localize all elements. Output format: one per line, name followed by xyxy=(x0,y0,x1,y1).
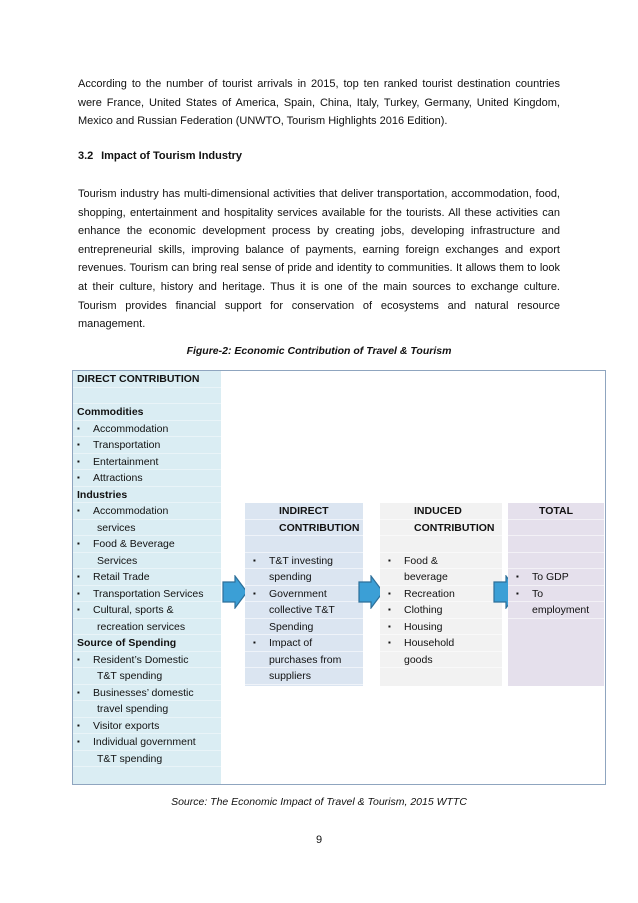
commodities-label: Commodities xyxy=(73,404,221,421)
list-item: ▪ Attractions xyxy=(73,470,221,487)
bullet-icon: ▪ xyxy=(253,588,256,598)
figure-caption: Figure-2: Economic Contribution of Travel & Tourism xyxy=(186,345,452,357)
bullet-icon: ▪ xyxy=(77,539,80,548)
list-item: ▪ Clothing xyxy=(380,602,502,619)
induced-title: CONTRIBUTION xyxy=(380,520,502,537)
bullet-icon: ▪ xyxy=(77,456,80,466)
blank-row xyxy=(508,520,604,537)
list-item: ▪ Transportation xyxy=(73,437,221,454)
list-item: ▪ To xyxy=(508,586,604,603)
total-contribution-panel xyxy=(508,503,604,686)
bullet-icon: ▪ xyxy=(77,506,80,515)
bullet-icon: ▪ xyxy=(388,621,391,631)
bullet-icon: ▪ xyxy=(253,638,256,647)
induced-title: INDUCED xyxy=(380,503,502,520)
bullet-icon: ▪ xyxy=(388,605,391,614)
list-item: ▪ Transportation Services xyxy=(73,586,221,603)
bullet-icon: ▪ xyxy=(388,638,391,647)
bullet-icon: ▪ xyxy=(77,654,80,664)
impact-paragraph: Tourism industry has multi-dimensional activities that deliver transportation, accommodation, food, shopping, entertainment and hospitality services available for the tourists. All these activities can enhance the economic development process by creating jobs, developing infrastructure and entrepreneurial skills, improving balance of payments, earning foreign exchanges and export revenues. Tourism can bring real sense of pride and identity to communities. It allows them to look at their culture, history and heritage. Thus it is one of the main sources to exchange culture. Tourism provides financial support for conservation of ecosystems and natural resource management. xyxy=(78,188,560,331)
industries-label: Industries xyxy=(73,487,221,504)
blank-row xyxy=(245,536,363,553)
list-item: ▪ Accommodation xyxy=(73,503,221,520)
bullet-icon: ▪ xyxy=(253,555,256,565)
list-item: ▪ Resident’s Domestic xyxy=(73,652,221,669)
list-item: ▪ T&T investing xyxy=(245,553,363,570)
list-item-continuation: services xyxy=(73,520,221,537)
figure-source: Source: The Economic Impact of Travel & Tourism, 2015 WTTC xyxy=(171,796,467,808)
bullet-icon: ▪ xyxy=(516,588,519,598)
list-item: ▪ Entertainment xyxy=(73,454,221,471)
list-item-continuation: Spending xyxy=(245,619,363,636)
list-item: ▪ Government xyxy=(245,586,363,603)
section-number: 3.2 xyxy=(78,150,94,162)
list-item-continuation: employment xyxy=(508,602,604,619)
list-item-continuation: travel spending xyxy=(73,701,221,718)
list-item: ▪ Businesses’ domestic xyxy=(73,685,221,702)
list-item-continuation: suppliers xyxy=(245,668,363,685)
list-item: ▪ Cultural, sports & xyxy=(73,602,221,619)
bullet-icon: ▪ xyxy=(388,555,391,565)
list-item: ▪ Food & Beverage xyxy=(73,536,221,553)
bullet-icon: ▪ xyxy=(516,572,519,581)
bullet-icon: ▪ xyxy=(77,588,80,598)
list-item: ▪ Individual government xyxy=(73,734,221,751)
list-item-continuation: purchases from xyxy=(245,652,363,669)
list-item-continuation: Services xyxy=(73,553,221,570)
induced-contribution-panel xyxy=(380,503,502,686)
bullet-icon: ▪ xyxy=(77,440,80,449)
bullet-icon: ▪ xyxy=(77,737,80,746)
list-item-continuation: T&T spending xyxy=(73,668,221,685)
total-title: TOTAL xyxy=(508,503,604,520)
direct-contribution-panel xyxy=(73,371,221,784)
bullet-icon: ▪ xyxy=(77,473,80,482)
list-item: ▪ Household xyxy=(380,635,502,652)
list-item: ▪ Food & xyxy=(380,553,502,570)
section-title: Impact of Tourism Industry xyxy=(101,150,243,162)
spending-label: Source of Spending xyxy=(73,635,221,652)
bullet-icon: ▪ xyxy=(77,720,80,730)
bullet-icon: ▪ xyxy=(77,423,80,433)
blank-row xyxy=(73,388,221,405)
list-item-continuation: T&T spending xyxy=(73,751,221,768)
economic-contribution-diagram xyxy=(72,370,606,785)
bullet-icon: ▪ xyxy=(77,572,80,581)
list-item-continuation: spending xyxy=(245,569,363,586)
list-item: ▪ Accommodation xyxy=(73,421,221,438)
list-item-continuation: beverage xyxy=(380,569,502,586)
indirect-contribution-panel xyxy=(245,503,363,686)
blank-row xyxy=(508,536,604,553)
list-item: ▪ Visitor exports xyxy=(73,718,221,735)
page-number: 9 xyxy=(315,834,323,846)
indirect-title: CONTRIBUTION xyxy=(245,520,363,537)
bullet-icon: ▪ xyxy=(388,588,391,598)
list-item: ▪ Impact of xyxy=(245,635,363,652)
list-item: ▪ Recreation xyxy=(380,586,502,603)
list-item: ▪ Housing xyxy=(380,619,502,636)
blank-row xyxy=(508,553,604,570)
direct-title: DIRECT CONTRIBUTION xyxy=(73,371,221,388)
list-item-continuation: goods xyxy=(380,652,502,669)
indirect-title: INDIRECT xyxy=(245,503,363,520)
list-item: ▪ To GDP xyxy=(508,569,604,586)
bullet-icon: ▪ xyxy=(77,687,80,697)
list-item: ▪ Retail Trade xyxy=(73,569,221,586)
bullet-icon: ▪ xyxy=(77,605,80,614)
list-item-continuation: recreation services xyxy=(73,619,221,636)
section-heading xyxy=(78,150,242,162)
list-item-continuation: collective T&T xyxy=(245,602,363,619)
intro-paragraph: According to the number of tourist arrivals in 2015, top ten ranked tourist destination countries were France, United States of America, Spain, China, Italy, Turkey, Germany, United Kingdom, Mexico and Russian Federation (UNWTO, Tourism Highlights 2016 Edition). xyxy=(78,78,560,128)
blank-row xyxy=(380,536,502,553)
